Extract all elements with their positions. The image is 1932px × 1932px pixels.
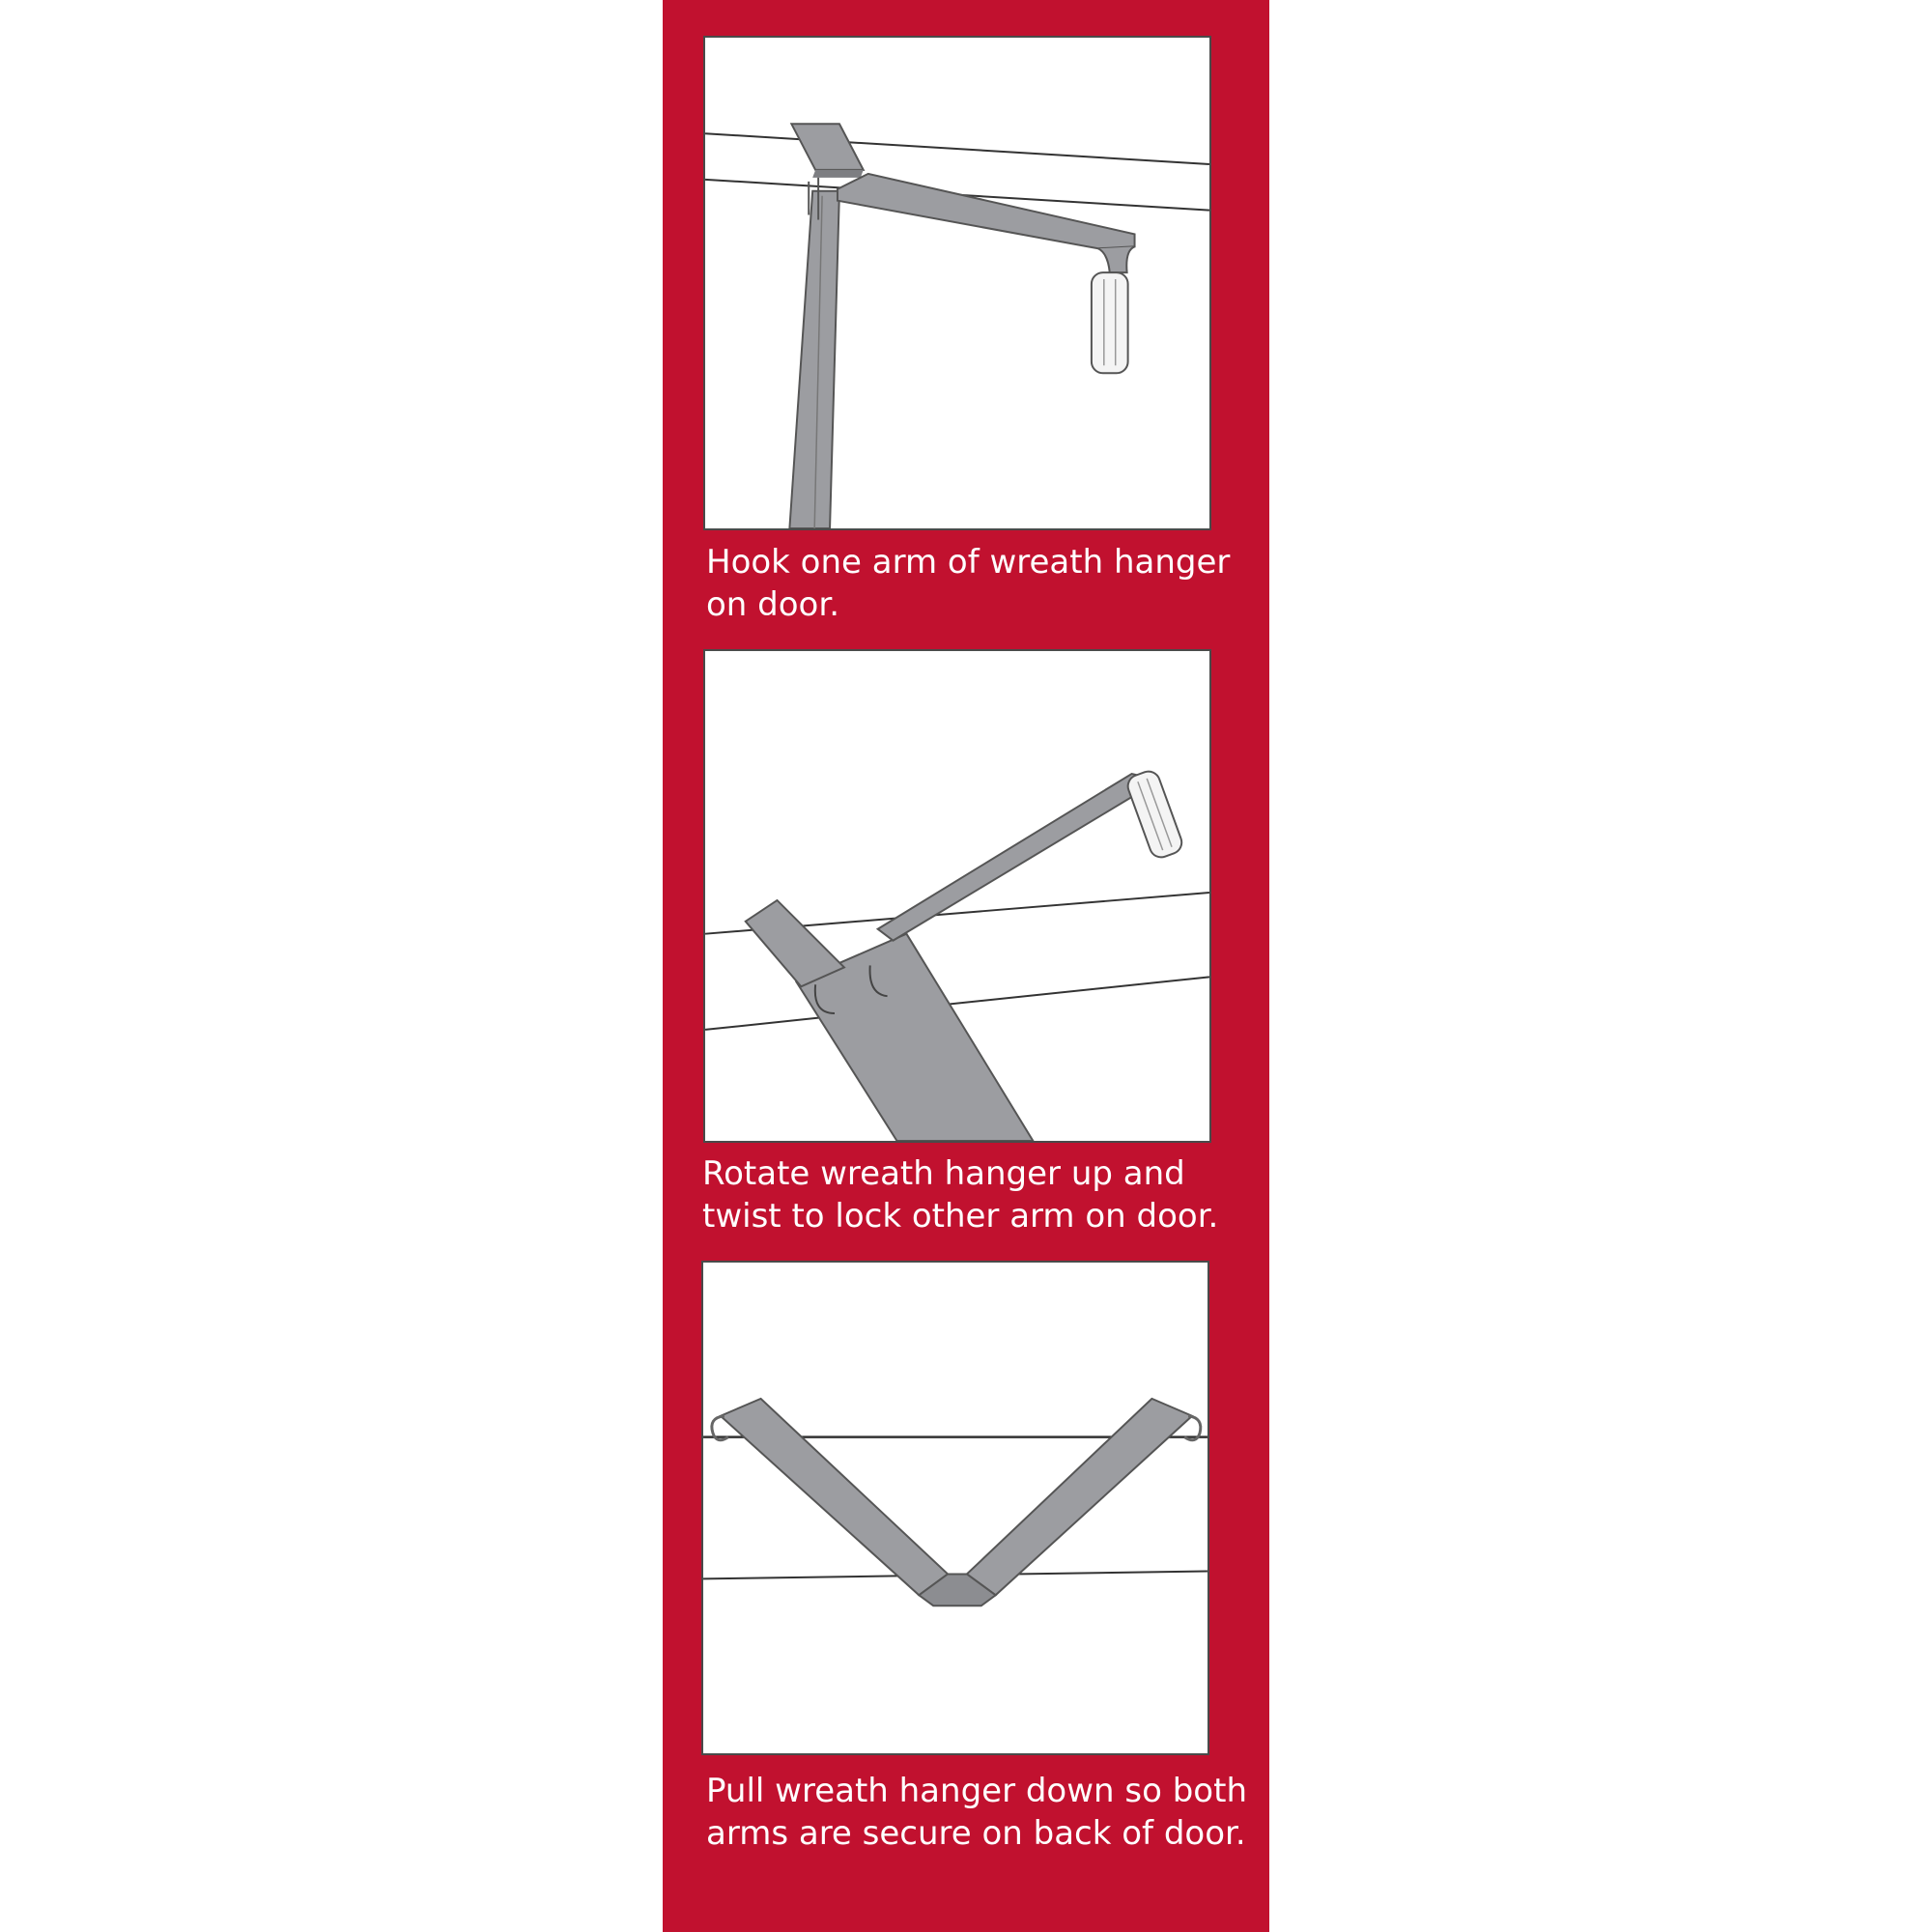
hanger-right-arm <box>967 1399 1192 1595</box>
step-1-caption-line-2: on door. <box>706 585 840 624</box>
hanger-upper-arm <box>878 774 1149 941</box>
step-2-caption <box>702 1152 1218 1237</box>
hanger-top-clip <box>791 124 863 170</box>
wreath-hanger-secured-illustration <box>703 1263 1208 1753</box>
step-3-caption <box>706 1770 1247 1855</box>
step-1-caption <box>706 541 1230 626</box>
hanger-horizontal-arm <box>838 174 1135 248</box>
step-1-caption-line-1: Hook one arm of wreath hanger <box>706 543 1231 582</box>
step-3-caption-line-2: arms are secure on back of door. <box>706 1814 1246 1853</box>
step-2-illustration <box>703 649 1211 1143</box>
step-1-illustration <box>703 36 1211 530</box>
door-top-edge <box>705 133 1209 164</box>
hanger-left-arm <box>721 1399 948 1595</box>
hanger-clip-flap <box>746 900 844 986</box>
wreath-hanger-rotate-illustration <box>705 651 1209 1141</box>
step-2-caption-line-1: Rotate wreath hanger up and <box>702 1154 1185 1193</box>
step-2-caption-line-2: twist to lock other arm on door. <box>702 1197 1219 1236</box>
hanger-tip-cap <box>1092 272 1128 373</box>
step-3-caption-line-1: Pull wreath hanger down so both <box>706 1772 1247 1810</box>
wreath-hanger-hooked-illustration <box>705 38 1209 528</box>
step-3-illustration <box>701 1261 1209 1755</box>
hanger-vertical-arm <box>789 191 839 528</box>
hanger-tip-cap <box>1124 768 1184 860</box>
